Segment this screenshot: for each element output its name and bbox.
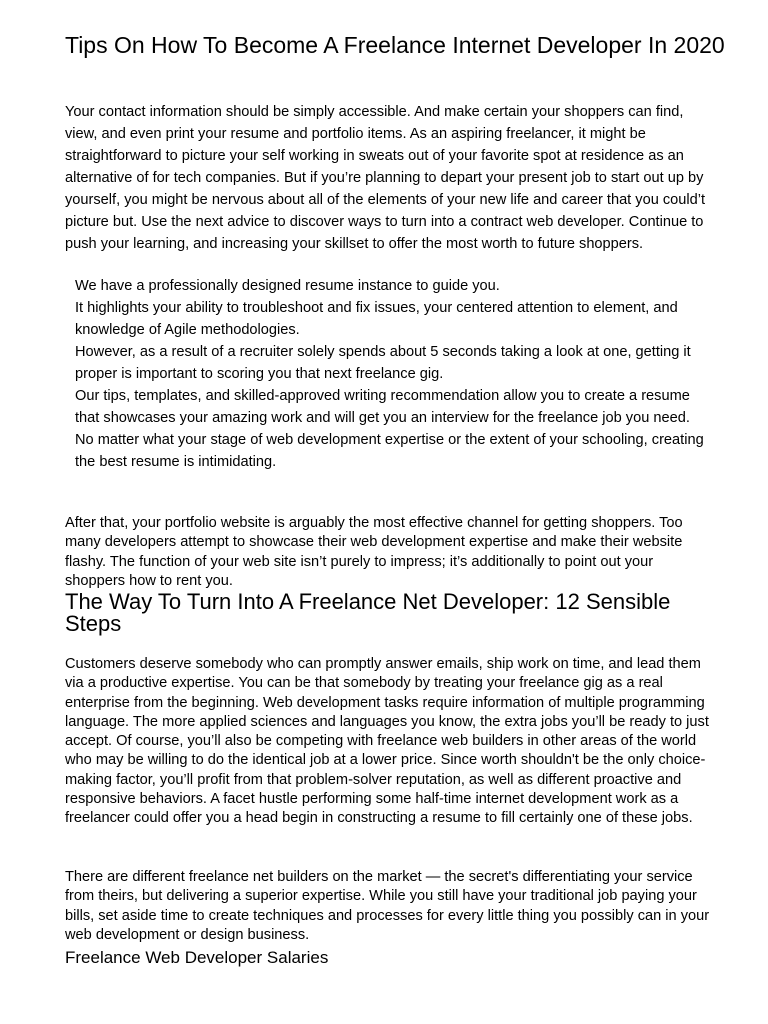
list-item: It highlights your ability to troubleshoot and fix issues, your centered attention to element, and knowledge of Agile methodologies.	[75, 300, 678, 338]
portfolio-paragraph: After that, your portfolio website is arguably the most effective channel for getting shoppers. Too many developers attempt to showcase their web development expertise and make their website flashy. The function of your web site isn’t purely to impress; it’s additionally to point out your shoppers how to rent you.	[65, 515, 683, 589]
section-paragraph: There are different freelance net builders on the market — the secret's differentiating your service from theirs, but delivering a superior expertise. While you still have your traditional job paying your bills, set aside time to create techniques and processes for every little thing you possibly can in your web development or design business.	[65, 869, 710, 943]
section-paragraph: Customers deserve somebody who can promptly answer emails, ship work on time, and lead them via a productive expertise. You can be that somebody by treating your freelance gig as a real enterprise from the beginning. Web development tasks require information of multiple programming language. The more applied sciences and languages you know, the extra jobs you’ll be ready to just accept. Of course, you’ll also be competing with freelance web builders in other areas of the world who may be willing to do the identical job at a lower price. Since worth shouldn't be the only choice-making factor, you’ll profit from that problem-solver reputation, as well as different proactive and responsive behaviors. A facet hustle performing some half-time internet development work as a freelancer could offer you a head begin in constructing a resume to fill certainly one of these jobs.	[65, 656, 709, 827]
list-item: Our tips, templates, and skilled-approved writing recommendation allow you to create a resume that showcases your amazing work and will get you an interview for the freelance job you need.	[75, 388, 690, 426]
list-item: No matter what your stage of web development expertise or the extent of your schooling, creating the best resume is intimidating.	[75, 432, 704, 470]
list-item: However, as a result of a recruiter solely spends about 5 seconds taking a look at one, getting it proper is important to scoring you that next freelance gig.	[75, 344, 691, 382]
list-item: We have a professionally designed resume instance to guide you.	[75, 278, 500, 294]
tips-list	[75, 275, 715, 473]
section-heading: The Way To Turn Into A Freelance Net Developer: 12 Sensible Steps	[65, 589, 671, 636]
article-title: Tips On How To Become A Freelance Internet Developer In 2020	[65, 32, 725, 58]
subheading: Freelance Web Developer Salaries	[65, 948, 329, 967]
intro-paragraph: Your contact information should be simply accessible. And make certain your shoppers can find, view, and even print your resume and portfolio items. As an aspiring freelancer, it might be straightforward to picture your self working in sweats out of your favorite spot at residence as an alternative of for tech companies. But if you’re planning to depart your present job to start out up by yourself, you might be nervous about all of the elements of your new life and career that you could’t picture but. Use the next advice to discover ways to turn into a contract web developer. Continue to push your learning, and increasing your skillset to offer the most worth to future shoppers.	[65, 104, 706, 252]
